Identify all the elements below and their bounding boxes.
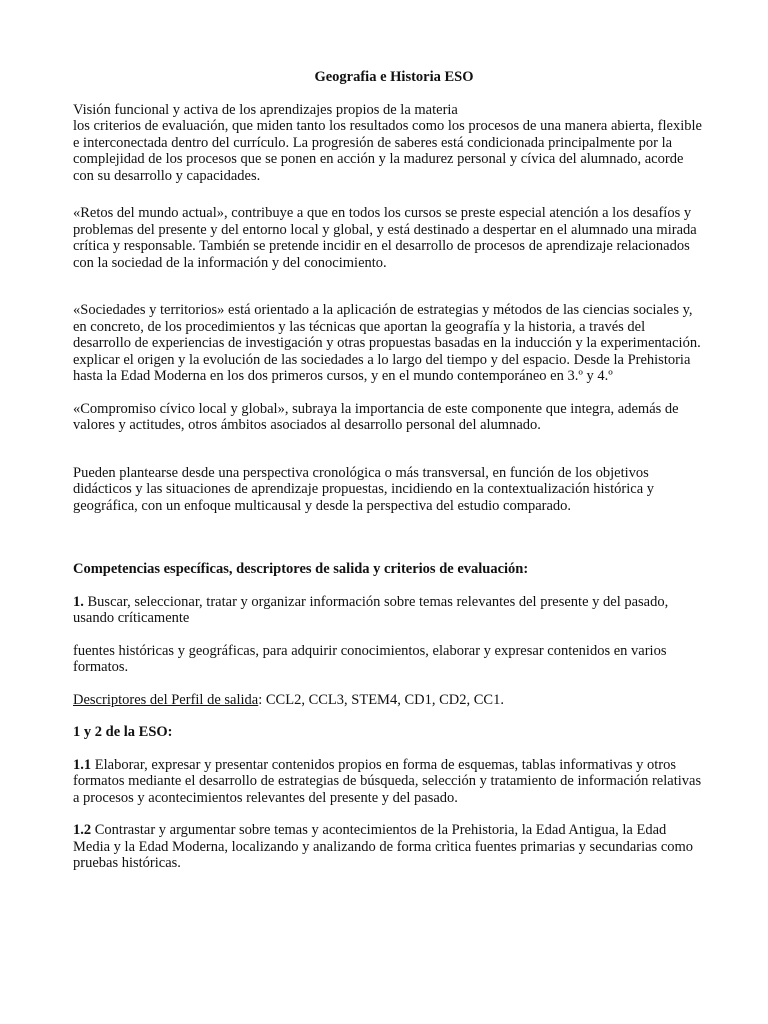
criterio-1-2 (73, 822, 703, 872)
criterio-1-2-text: Contrastar y argumentar sobre temas y acontecimientos de la Prehistoria, la Edad Antigua, la Edad Media y la Edad Moderna, localizando y analizando de forma crìtica fuentes primarias y secundarias como pruebas históricas. (73, 822, 694, 871)
intro-line-1: Visión funcional y activa de los aprendizajes propios de la materia (73, 101, 458, 118)
criterio-1-1 (73, 757, 703, 807)
competencias-heading: Competencias específicas, descriptores de salida y criterios de evaluación: (73, 561, 529, 577)
intro-paragraph: los criterios de evaluación, que miden tanto los resultados como los procesos de una manera abierta, flexible e interconectada dentro del currículo. La progresión de saberes está condicionada principalmente por la complejidad de los procesos que se ponen en acción y la madurez personal y cívica del alumnado, acorde con su desarrollo y capacidades. (73, 118, 702, 184)
descriptores-values: : CCL2, CCL3, STEM4, CD1, CD2, CC1. (258, 691, 504, 708)
descriptores-line (73, 692, 703, 709)
competencia-1-number: 1. (73, 593, 84, 610)
document-title: Geografia e Historia ESO (314, 69, 474, 85)
criterio-1-1-text: Elaborar, expresar y presentar contenidos propios en forma de esquemas, tablas informativas y otros formatos mediante el desarrollo de estrategias de búsqueda, selección y tratamiento de información relativas a procesos y acontecimientos relevantes del presente y del pasado. (73, 756, 702, 806)
level-heading: 1 y 2 de la ESO: (73, 724, 173, 740)
competencia-1-text: Buscar, seleccionar, tratar y organizar información sobre temas relevantes del presente y del pasado, usando críticamente (73, 593, 669, 626)
sociedades-paragraph: «Sociedades y territorios» está orientado a la aplicación de estrategias y métodos de las ciencias sociales y, en concreto, de los procedimientos y las técnicas que aportan la geografía y la historia, a través del desarrollo de experiencias de investigación y otras propuestas basadas en la inducción y la experimentación. explicar el origen y la evolución de las sociedades a lo largo del tiempo y del espacio. Desde la Prehistoria hasta la Edad Moderna en los dos primeros cursos, y en el mundo contemporáneo en 3.º y 4.º (73, 302, 701, 384)
compromiso-paragraph: «Compromiso cívico local y global», subraya la importancia de este componente que integra, además de valores y actitudes, otros ámbitos asociados al desarrollo personal del alumnado. (73, 400, 679, 433)
criterio-1-2-number: 1.2 (73, 822, 92, 838)
perspectiva-paragraph: Pueden plantearse desde una perspectiva cronológica o más transversal, en función de los objetivos didácticos y las situaciones de aprendizaje propuestas, incidiendo en la contextualización histórica y geográfica, con un enfoque multicausal y desde la perspectiva del estudio comparado. (73, 464, 655, 514)
fuentes-paragraph: fuentes históricas y geográficas, para adquirir conocimientos, elaborar y expresar contenidos en varios formatos. (73, 642, 667, 675)
competencia-1 (73, 594, 703, 627)
document-page (73, 69, 703, 872)
retos-paragraph: «Retos del mundo actual», contribuye a que en todos los cursos se preste especial atención a los desafíos y problemas del presente y del entorno local y global, y está destinado a despertar en el alumnado una mirada crítica y responsable. También se pretende incidir en el desarrollo de procesos de aprendizaje relacionados con la sociedad de la información y del conocimiento. (73, 205, 697, 271)
descriptores-label: Descriptores del Perfil de salida (73, 691, 259, 708)
criterio-1-1-number: 1.1 (73, 756, 92, 773)
